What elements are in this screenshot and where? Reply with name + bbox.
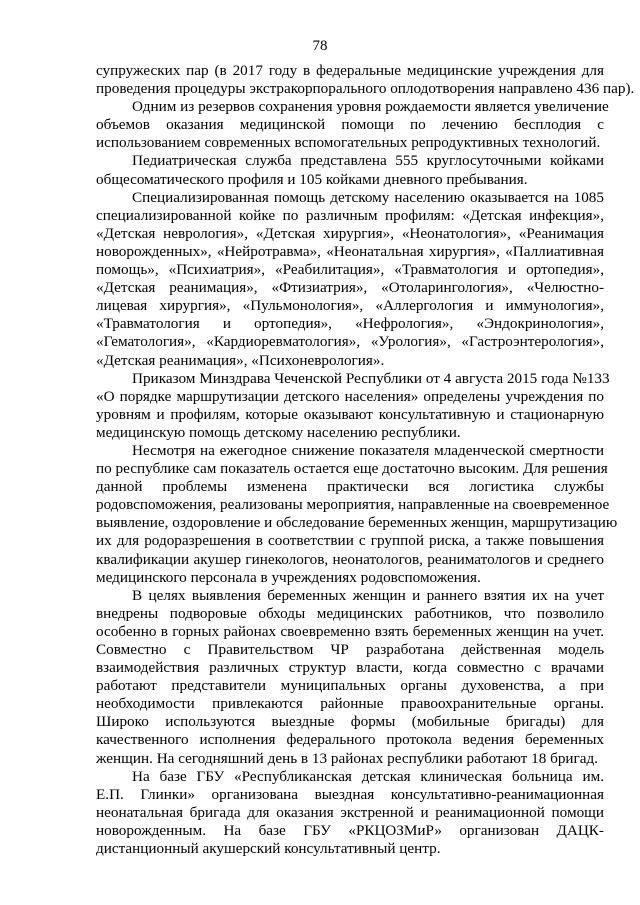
text-line: дистанционный акушерский консультативный центр. [96,840,441,858]
text-line: На базе ГБУ «Республиканская детская клиническая больница им. [132,767,604,785]
text-line: данной проблемы изменена практически вся логистика службы [96,478,604,496]
text-line: «Гематология», «Кардиоревматология», «Урология», «Гастроэнтерология», [96,333,604,351]
page-number: 78 [312,38,328,54]
text-line: Несмотря на ежегодное снижение показателя младенческой смертности [132,441,604,459]
text-line: работают представители муниципальных органы духовенства, а при [96,677,604,695]
text-line: специализированной койке по различным профилям: «Детская инфекция», [96,206,604,224]
text-line: родовспоможения, реализованы мероприятия, направленные на своевременное [96,496,610,514]
text-line: «Детская неврология», «Детская хирургия», «Неонатология», «Реанимация [96,224,604,242]
text-line: необходимости привлекаются районные правоохранительные органы. [96,695,604,713]
text-line: «Детская реанимация», «Психоневрология». [96,351,385,369]
text-line: общесоматического профиля и 105 койками дневного пребывания. [96,170,528,188]
text-line: Совместно с Правительством ЧР разработана действенная модель [96,641,604,658]
text-line: неонатальная бригада для оказания экстренной и реанимационной помощи [96,803,604,821]
text-line: особенно в горных районах своевременно взять беременных женщин на учет. [96,622,604,640]
text-line: проведения процедуры экстракорпорального оплодотворения направлено 436 пар). [96,80,635,98]
text-line: помощь», «Психиатрия», «Реабилитация», «Травматология и ортопедия», [96,261,604,279]
text-line: их для родоразрешения в соответствии с группой риска, а также повышения [96,532,604,550]
text-line: медицинскую помощь детскому населению республики. [96,423,461,441]
text-line: объемов оказания медицинской помощи по лечению бесплодия с [96,116,604,134]
text-line: новорожденным. На базе ГБУ «РКЦОЗМиР» организован ДАЦК- [96,821,604,839]
text-line: «О порядке маршрутизации детского населения» определены учреждения по [96,387,604,405]
text-line: взаимодействия различных структур власти, когда совместно с врачами [96,659,604,677]
text-line: выявление, оздоровление и обследование беременных женщин, маршрутизацию [96,514,618,532]
text-line: квалификации акушер гинекологов, неонатологов, реаниматологов и среднего [96,550,604,568]
text-line: уровням и профилям, которые оказывают консультативную и стационарную [96,405,604,423]
text-line: использованием современных вспомогательных репродуктивных технологий. [96,134,601,152]
text-line: Одним из резервов сохранения уровня рождаемости является увеличение [132,98,609,116]
text-line: внедрены подворовые обходы медицинских работников, что позволило [96,604,604,622]
body-text [96,62,635,858]
text-line: Е.П. Глинки» организована выездная консультативно-реанимационная [96,785,604,803]
text-line: по республике сам показатель остается еще достаточно высоким. Для решения [96,460,608,478]
text-line: Приказом Минздрава Чеченской Республики от 4 августа 2015 года №133 [132,369,610,387]
text-line: медицинского персонала в учреждениях родовспоможения. [96,568,481,586]
text-line: Широко используются выездные формы (мобильные бригады) для [96,713,604,731]
text-line: Специализированная помощь детскому населению оказывается на 1085 [132,188,604,206]
text-line: новорожденных», «Нейротравма», «Неонатальная хирургия», «Паллиативная [96,242,604,260]
text-line: женщин. На сегодняшний день в 13 районах республики работают 18 бригад. [96,749,599,767]
text-line: Педиатрическая служба представлена 555 круглосуточными койками [132,152,604,170]
text-line: «Детская реанимация», «Фтизиатрия», «Отоларингология», «Челюстно- [96,279,604,297]
text-line: супружеских пар (в 2017 году в федеральные медицинские учреждения для [96,62,604,79]
text-line: «Травматология и ортопедия», «Нефрология», «Эндокринология», [96,315,604,333]
text-line: качественного исполнения федерального протокола ведения беременных [96,731,604,749]
text-line: лицевая хирургия», «Пульмонология», «Аллергология и иммунология», [96,297,604,315]
text-line: В целях выявления беременных женщин и раннего взятия их на учет [132,586,604,604]
